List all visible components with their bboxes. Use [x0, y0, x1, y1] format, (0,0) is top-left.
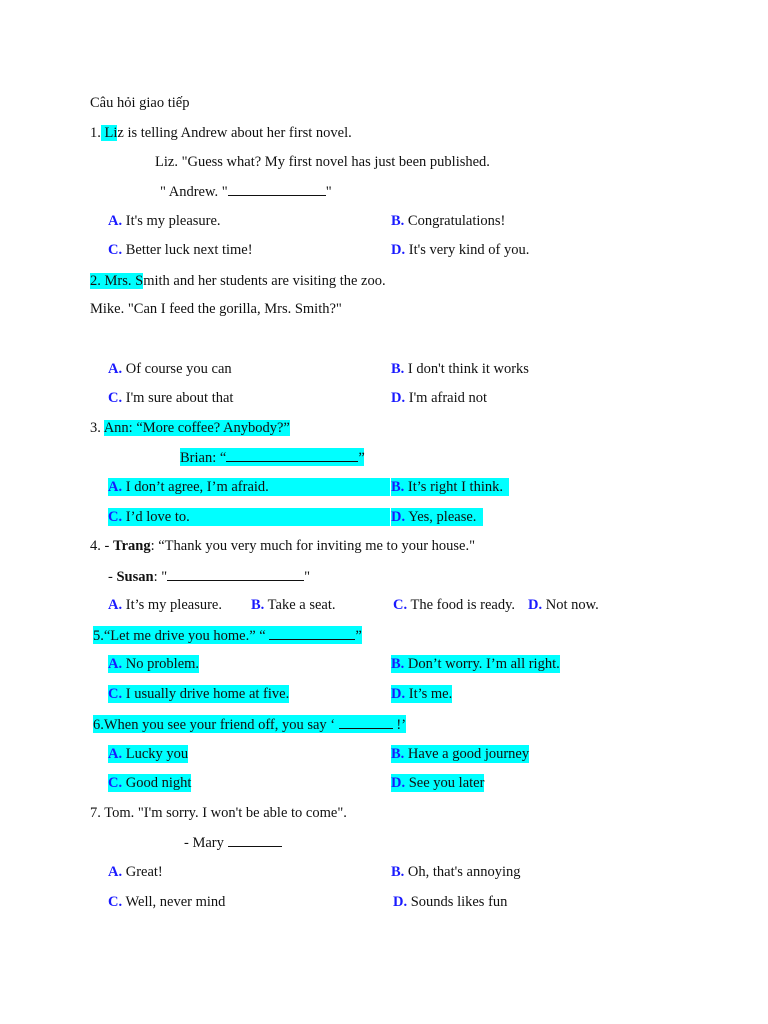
- question-2-option-a[interactable]: A. Of course you can: [108, 361, 232, 377]
- answer-blank: [228, 833, 282, 847]
- question-1-option-d[interactable]: D. It's very kind of you.: [391, 242, 530, 258]
- question-5-option-a[interactable]: A. No problem.: [108, 656, 200, 672]
- question-7-option-b[interactable]: B. Oh, that's annoying: [391, 864, 521, 880]
- question-2-stem: 2. Mrs. Smith and her students are visiting the zoo.: [90, 273, 386, 289]
- question-1-option-c[interactable]: C. Better luck next time!: [108, 242, 253, 258]
- question-5-option-d[interactable]: D. It’s me.: [391, 686, 453, 702]
- question-2-line: Mike. "Can I feed the gorilla, Mrs. Smith?": [90, 301, 342, 317]
- question-3-option-b[interactable]: B. It’s right I think.: [391, 478, 509, 496]
- answer-blank: [226, 448, 358, 462]
- page-title: Câu hỏi giao tiếp: [90, 95, 190, 111]
- question-5-stem: 5.“Let me drive you home.” “ ”: [93, 628, 362, 644]
- question-5-option-b[interactable]: B. Don’t worry. I’m all right.: [391, 656, 560, 672]
- highlight-gap: [274, 478, 390, 496]
- highlight-gap: [192, 508, 390, 526]
- question-2-option-b[interactable]: B. I don't think it works: [391, 361, 529, 377]
- question-7-answer-line: - Mary: [184, 833, 282, 851]
- question-6-stem: 6.When you see your friend off, you say ‘ !’: [93, 717, 407, 733]
- answer-blank: [167, 567, 304, 581]
- question-6-option-c[interactable]: C. Good night: [108, 775, 192, 791]
- question-4-option-d[interactable]: D. Not now.: [528, 597, 599, 613]
- question-1-option-a[interactable]: A. It's my pleasure.: [108, 213, 221, 229]
- question-4-option-b[interactable]: B. Take a seat.: [251, 597, 336, 613]
- answer-blank: [269, 626, 355, 640]
- question-7-option-c[interactable]: C. Well, never mind: [108, 894, 226, 910]
- question-3-option-a[interactable]: A. I don’t agree, I’m afraid.: [108, 478, 274, 496]
- question-2-option-d[interactable]: D. I'm afraid not: [391, 390, 488, 406]
- question-1-stem: 1. Liz is telling Andrew about her first novel.: [90, 125, 352, 141]
- answer-blank: [339, 715, 393, 729]
- question-6-option-d[interactable]: D. See you later: [391, 775, 485, 791]
- answer-blank: [228, 182, 326, 196]
- question-6-option-a[interactable]: A. Lucky you: [108, 746, 189, 762]
- question-2-option-c[interactable]: C. I'm sure about that: [108, 390, 234, 406]
- question-3-option-d[interactable]: D. Yes, please.: [391, 508, 483, 526]
- question-3-answer-line: Brian: “ ”: [180, 450, 365, 466]
- question-6-option-b[interactable]: B. Have a good journey: [391, 746, 530, 762]
- question-7-option-d[interactable]: D. Sounds likes fun: [393, 894, 508, 910]
- question-7-stem: 7. Tom. "I'm sorry. I won't be able to come".: [90, 805, 347, 821]
- question-7-option-a[interactable]: A. Great!: [108, 864, 163, 880]
- question-5-option-c[interactable]: C. I usually drive home at five.: [108, 686, 290, 702]
- question-3-option-c[interactable]: C. I’d love to.: [108, 508, 192, 526]
- highlight: Li: [100, 125, 118, 141]
- question-4-answer-line: - Susan: " ": [108, 569, 311, 585]
- question-4-option-c[interactable]: C. The food is ready.: [393, 597, 516, 613]
- question-3-stem: 3. Ann: “More coffee? Anybody?”: [90, 420, 290, 436]
- question-4-stem: 4. - Trang: “Thank you very much for inviting me to your house.": [90, 538, 476, 554]
- question-1-line: Liz. "Guess what? My first novel has just been published.: [155, 154, 490, 170]
- highlight: Ann: “More coffee? Anybody?”: [103, 420, 290, 436]
- question-1-option-b[interactable]: B. Congratulations!: [391, 213, 506, 229]
- highlight: 2. Mrs. S: [90, 273, 144, 289]
- question-4-option-a[interactable]: A. It’s my pleasure.: [108, 597, 222, 613]
- question-1-answer-line: " Andrew. " ": [160, 184, 332, 200]
